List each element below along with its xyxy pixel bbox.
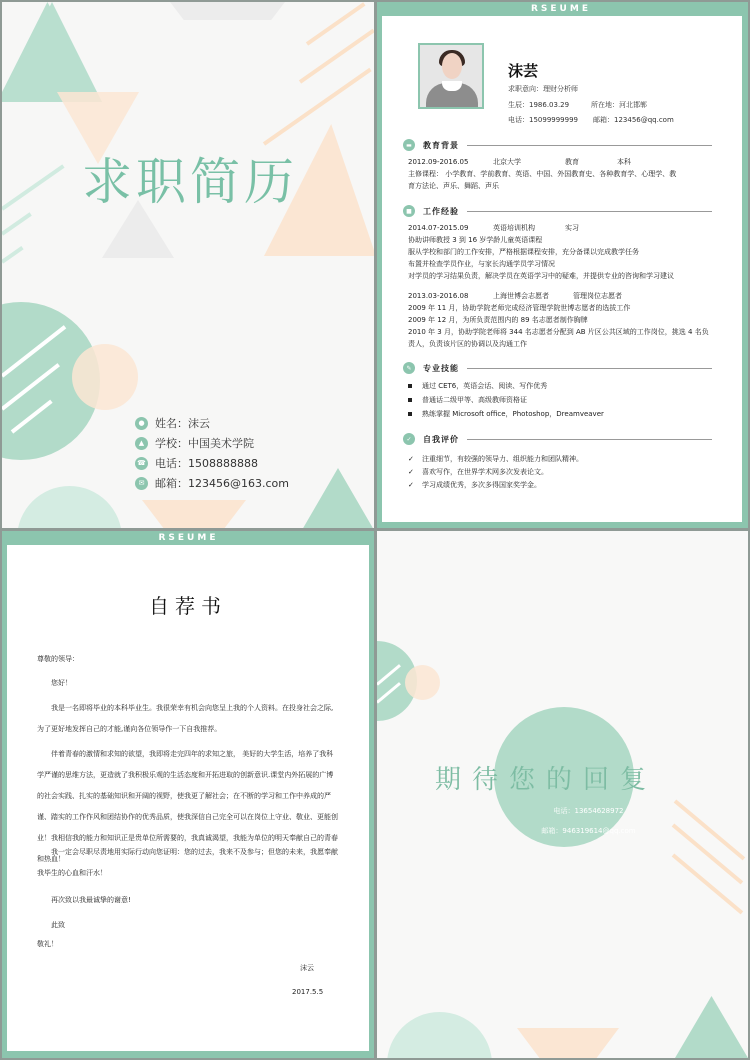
education-section-header: ▬ 教育背景 [403,138,712,152]
resume-tag: RSEUME [523,2,599,16]
self-eval-item: ✓ 学习成绩优秀，多次多得国家奖学金。 [408,481,541,489]
job-2-line: 2009 年 11 月，协助学院老师完成经济管理学院世博志愿者的选拔工作 [408,304,631,312]
letter-paragraph: 伴着青春的激情和求知的欲望，我即将走完四年的求知之旅， 美好的大学生活，培养了我科学严谨的思维方法，更造就了我积极乐观的生活态度和开拓进取的创新意识.课堂内外拓展的广博的社会实践、扎实的基础知识和开阔的视野，使我更了解社会；在不断的学习和工作中养成的严谨、踏实的工作作风和团结协作的优秀品质，使我深信自己完全可以在岗位上守业、敬业、更能创业！我相信我的能力和知识正是贵单位所需要的，我真诚渴望，我能为单位的明天奉献自己的青春和热血！ [37,750,338,863]
self-eval-item: ✓ 喜欢写作，在世界学术网多次发表论文。 [408,468,548,476]
skills-section-header: ✎ 专业技能 [403,361,712,375]
peach-circle-decoration [405,665,440,700]
cover-phone-text: 电话：1508888888 [155,457,258,470]
resume-objective: 求职意向：理财分析师 [508,85,578,93]
letter-paragraph: 我是一名即将毕业的本科毕业生。我很荣幸有机会向您呈上我的个人资料。在投身社会之际,为了更好地发挥自己的才能,谨向各位领导作一下自我推荐。 [37,704,334,733]
cover-page [2,2,374,528]
resume-birth: 生辰：1986.03.29 [508,101,570,109]
letter-date: 2017.5.5 [292,988,324,996]
gray-triangle-decoration [170,2,285,20]
letter-title: 自荐书 [149,594,227,618]
education-icon: ▬ [403,139,415,151]
job-1-line: 服从学校和部门的工作安排，严格根据课程安排，充分备课以完成教学任务 [408,248,639,256]
skill-item: 普通话二级甲等、高级教师资格证 [408,394,527,406]
cover-name-text: 姓名：沫云 [155,417,210,430]
letter-paragraph: 我一定会尽职尽责地用实际行动向您证明：您的过去，我来不及参与；但您的未来，我愿奉献我毕生的心血和汗水！ [37,848,338,877]
green-stripe-decoration [2,164,65,210]
job-1-line: 对学员的学习结果负责，解决学员在英语学习中的疑难，并提供专业的咨询和学习建议 [408,272,674,280]
letter-greeting: 您好！ [51,679,72,687]
peach-stripe-decoration [672,853,744,914]
job-1-line: 布置并检查学员作业，与家长沟通学员学习情况 [408,260,555,268]
skill-item: 熟练掌握 Microsoft office，Photoshop，Dreamveaver [408,408,604,420]
resume-location: 所在地：河北邯郸 [591,101,647,109]
closing-title: 期待您的回复 [435,765,658,795]
green-triangle-decoration [675,996,748,1058]
peach-trapezoid-decoration [142,500,246,528]
job-1-header: 2014.07-2015.09 英语培训机构 实习 [408,224,579,232]
cover-school-text: 学校：中国美术学院 [155,437,254,450]
cover-email-text: 邮箱：123456@163.com [155,477,289,490]
resume-body [382,16,742,522]
green-circle-decoration [387,1012,492,1058]
briefcase-icon: ■ [403,205,415,217]
letter-salutation: 尊敬的领导： [37,655,79,663]
peach-trapezoid-decoration [517,1028,619,1058]
self-eval-item: ✓ 注重细节，有较强的领导力、组织能力和团队精神。 [408,455,583,463]
phone-icon: ☎ [135,457,148,470]
green-stripe-decoration [2,212,32,235]
profile-photo [418,43,484,109]
resume-email: 邮箱：123456@qq.com [593,116,674,124]
mail-icon: ✉ [135,477,148,490]
cover-email-row [135,473,289,493]
letter-signature: 沫云 [300,964,314,972]
cover-school-row [135,433,289,453]
closing-page [377,531,748,1058]
self-eval-section-header: ✓ 自我评价 [403,432,712,446]
peach-stripe-decoration [263,68,372,146]
resume-phone: 电话：15099999999 [508,116,578,124]
work-section-header: ■ 工作经验 [403,204,712,218]
closing-email: 邮箱：946319614@qq.com [541,827,636,835]
square-bullet-icon [408,398,412,402]
job-2-line: 2010 年 3 月，协助学院老师将 344 名志愿者分配到 AB 片区公共区域的工作岗位，挑选 4 名负 [408,328,709,336]
skill-item: 通过 CET6，英语会话、阅读、写作优秀 [408,380,547,392]
job-1-line: 协助讲师教授 3 到 16 岁学龄儿童英语课程 [408,236,543,244]
letter-thanks: 再次致以我最诚挚的谢意! [51,896,131,904]
education-row: 2012.09-2016.05 北京大学 教育 本科 [408,158,631,166]
check-circle-icon: ✓ [403,433,415,445]
green-stripe-decoration [2,246,24,264]
job-2-line: 2009 年 12 月，为所负责范围内的 89 名志愿者制作胸牌 [408,316,588,324]
cover-title: 求职简历 [82,153,298,211]
education-courses-1: 主修课程： 小学教育、学前教育、英语、中国、外国教育史、各种教育学、心理学、教 [408,170,677,178]
letter-closing-2: 敬礼！ [37,940,58,948]
letter-closing-1: 此致 [51,921,65,929]
cover-contact-list [135,413,289,493]
peach-circle-decoration [72,344,138,410]
checkmark-icon: ✓ [408,455,414,463]
cover-letter-page [2,531,374,1058]
school-icon: ▲ [135,437,148,450]
square-bullet-icon [408,412,412,416]
resume-name: 沫芸 [508,62,539,80]
checkmark-icon: ✓ [408,481,414,489]
cover-name-row [135,413,289,433]
green-triangle-decoration [302,468,374,528]
closing-phone: 电话：13654628972 [553,807,624,815]
letter-body [7,545,369,1051]
resume-page [377,2,748,528]
user-icon: ● [135,417,148,430]
job-2-header: 2013.03-2016.08 上海世博会志愿者 管理岗位志愿者 [408,292,622,300]
square-bullet-icon [408,384,412,388]
wrench-icon: ✎ [403,362,415,374]
education-courses-2: 育方法论、声乐、舞蹈、声乐 [408,182,499,190]
cover-phone-row [135,453,289,473]
job-2-line: 责人，负责该片区的协调以及沟通工作 [408,340,527,348]
letter-tag: RSEUME [150,531,227,545]
checkmark-icon: ✓ [408,468,414,476]
green-circle-decoration [17,486,122,528]
